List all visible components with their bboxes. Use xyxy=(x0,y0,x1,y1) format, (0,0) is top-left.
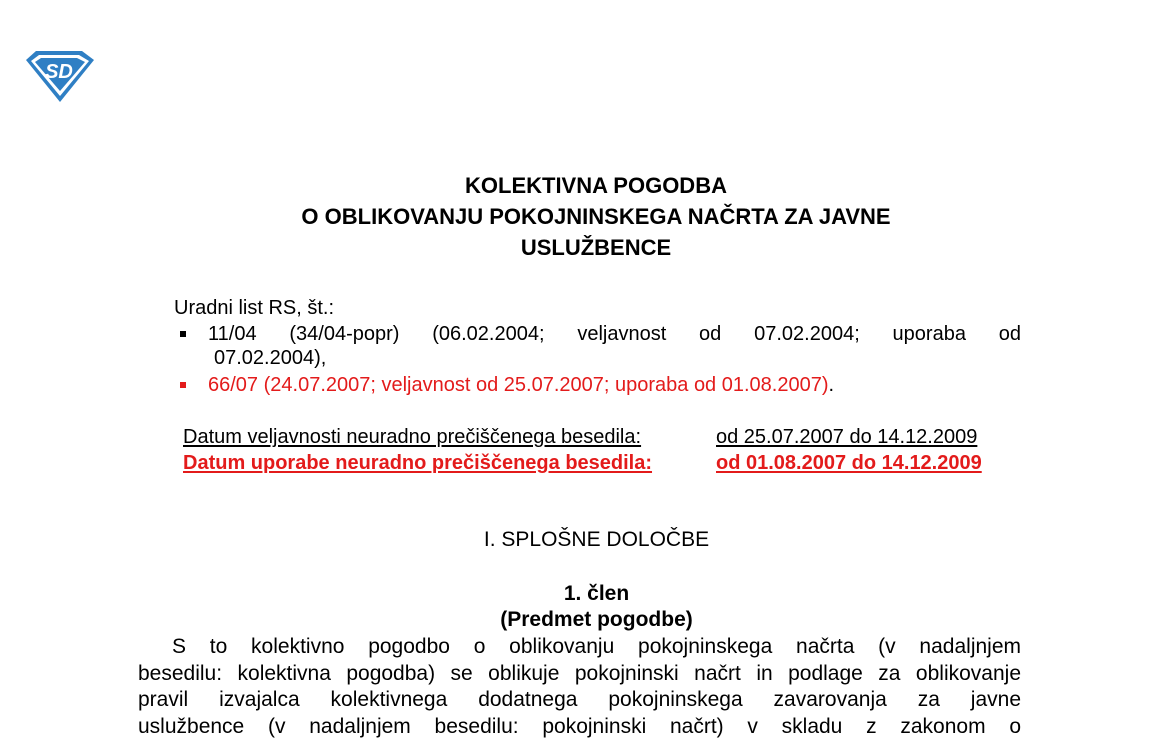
gazette-entry-2-main: 66/07 (24.07.2007; veljavnost od 25.07.2007; uporaba od 01.08.2007) xyxy=(208,374,829,396)
validity-date-value: od 25.07.2007 do 14.12.2009 xyxy=(716,426,978,448)
article-body-line-3-text: pravil izvajalca kolektivnega dodatnega pokojninskega zavarovanja za javne xyxy=(138,688,1021,711)
use-date-value: od 01.08.2007 do 14.12.2009 xyxy=(716,452,982,474)
gazette-entry-1-line-2: 07.02.2004), xyxy=(214,347,327,369)
document-title-line-3: USLUŽBENCE xyxy=(520,235,672,260)
article-body-line-4-text: uslužbence (v nadaljnjem besedilu: pokojninski načrt) v skladu z zakonom o xyxy=(138,714,1021,738)
gazette-entry-1 xyxy=(176,322,1021,370)
article-body-line-3 xyxy=(138,687,1021,714)
gazette-entry-1-line-1: 11/04 (34/04-popr) (06.02.2004; veljavnost od 07.02.2004; uporaba od xyxy=(208,323,1021,345)
gazette-entry-2-tail: . xyxy=(828,374,835,396)
article-body-line-2-text: besedilu: kolektivna pogodba) se oblikuje pokojninski načrt in podlage za oblikovanje xyxy=(138,661,1021,685)
article-subtitle: (Predmet pogodbe) xyxy=(500,608,693,631)
article-body xyxy=(138,634,1021,740)
article-body-line-2 xyxy=(138,661,1021,688)
document-title-line-2: O OBLIKOVANJU POKOJNINSKEGA NAČRTA ZA JAVNE xyxy=(301,204,891,229)
validity-date-row xyxy=(183,425,978,449)
article-body-line-1-text: S to kolektivno pogodbo o oblikovanju pokojninskega načrta (v nadaljnjem xyxy=(172,635,1021,658)
gazette-entry-2-text xyxy=(208,373,1021,397)
article-body-line-4 xyxy=(138,714,1021,741)
section-heading: I. SPLOŠNE DOLOČBE xyxy=(483,528,710,551)
article-number: 1. člen xyxy=(563,582,630,605)
use-date-label: Datum uporabe neuradno prečiščenega besedila: xyxy=(183,452,653,474)
logo-text: SD xyxy=(45,61,73,83)
gazette-label: Uradni list RS, št.: xyxy=(174,297,335,319)
logo-graphic xyxy=(22,48,96,104)
document-title-line-1: KOLEKTIVNA POGODBA xyxy=(465,173,727,198)
gazette-entry-2 xyxy=(176,373,1021,397)
article-body-line-1 xyxy=(138,634,1021,661)
validity-date-label: Datum veljavnosti neuradno prečiščenega besedila: xyxy=(183,426,642,448)
use-date-row xyxy=(183,451,982,475)
square-bullet-icon xyxy=(180,382,186,388)
sd-shield-logo xyxy=(22,48,96,104)
square-bullet-icon xyxy=(180,331,186,337)
